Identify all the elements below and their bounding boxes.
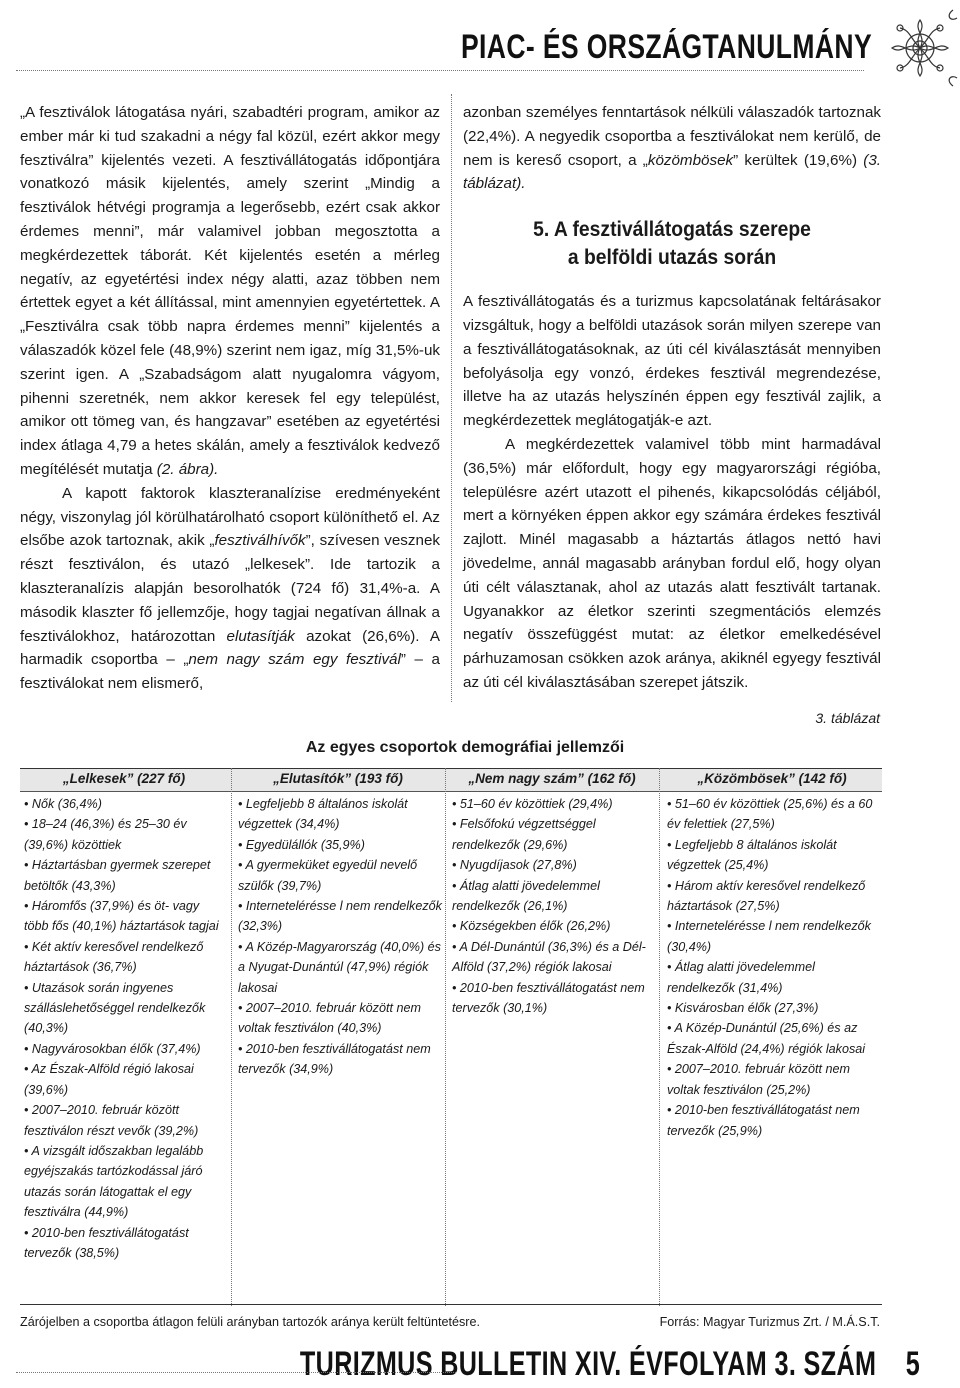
list-item: • 2010-ben fesztivállátogatást nem tervezők (34,9%) bbox=[238, 1041, 431, 1077]
column-header-elutasitok: „Elutasítók” (193 fő) bbox=[273, 771, 403, 786]
list-item: • A vizsgált időszakban legalább egyéjszakás tartózkodással járó utazás során látogattak el egy fesztiválra (44,9%) bbox=[24, 1143, 204, 1220]
list-item: • Az Észak-Alföld régió lakosai (39,6%) bbox=[24, 1062, 194, 1097]
list-item: • A Közép-Dunántúl (25,6%) és az Észak-Alföld (24,4%) régiók lakosai bbox=[667, 1021, 866, 1056]
list-item: • Legfeljebb 8 általános iskolát végzettek (25,4%) bbox=[667, 837, 837, 873]
list-item: • 2007–2010. február között nem voltak fesztiválon (40,3%) bbox=[238, 1001, 421, 1036]
list-item: • Nyugdíjasok (27,8%) bbox=[452, 858, 577, 873]
table-footnote: Zárójelben a csoportba átlagon felüli arányban tartozók aránya került feltüntetésre. bbox=[20, 1315, 480, 1329]
list-item: • A gyermeküket egyedül nevelő szülők (39,7%) bbox=[238, 858, 418, 893]
list-item: • Utazások során ingyenes szálláslehetőséggel rendelkezők (40,3%) bbox=[24, 980, 206, 1036]
table-number: 3. táblázat bbox=[815, 710, 880, 726]
column-header-kozombosek: „Közömbösek” (142 fő) bbox=[697, 771, 847, 786]
left-paragraph-1: „A fesztiválok látogatása nyári, szabadtéri program, amikor az ember már ki tud szakadni a négy fal közül, ezért akkor megy fesztiválra” kijelentés vezeti. A fesztivállátogatás időpontjára vonatkozó másik kijelentés, amely szerint „Mindig a fesztiválok hétvégi programja a legerősebb, ezért csak akkor érdemes menni”, már valamivel jobban megosztotta a megkérdezettek táborát. Két kijelentés esetén a mérleg negatív, az egyetértési index négy alatti, azaz többen nem értettek egyet a két állítással, mint amennyien egyetértettek. A „Fesztiválra csak több napra érdemes menni” kijelentés a válaszadók közel fele (48,9%) szerint nem igaz, míg 31,5%-uk szerint igen. A „Szabadságom alatt nyugalomra vágyom, pihenni szeretnék, nem akkor keresek fel egy települést, amikor ott tömeg van, és hangzavar” esetében az egyetértési index átlaga 4,79 a hetes skálán, amely a fesztiválok kedvező megítélését mutatja (2. ábra). bbox=[20, 104, 440, 478]
list-item: • Három aktív keresővel rendelkező háztartások (27,5%) bbox=[667, 878, 866, 914]
page-number: 5 bbox=[905, 1345, 920, 1383]
column-header-lelkesek: „Lelkesek” (227 fő) bbox=[62, 771, 186, 786]
list-item: • Internetelérésse l nem rendelkezők (32,3%) bbox=[238, 899, 442, 934]
list-item: • 2010-ben fesztivállátogatást nem tervezők (25,9%) bbox=[667, 1103, 860, 1138]
table-bottom-rule bbox=[20, 1304, 882, 1305]
section-heading: 5. A fesztivállátogatás szerepe a belföldi utazás során bbox=[533, 218, 811, 270]
footer-divider bbox=[16, 1372, 456, 1373]
column-header-nem-nagy-szam: „Nem nagy szám” (162 fő) bbox=[468, 771, 636, 786]
left-paragraph-2: A kapott faktorok klaszteranalízise eredményeként négy, viszonylag jól körülhatárolható csoport különíthető el. Az elsőbe azok tartoznak, akik „fesztiválhívők”, szívesen vesznek részt fesztiválon, és utazó „lelkesek”. Ide tartozik a klaszteranalízis alapján besorolhatók (724 fő) 31,4%-a. A második klaszter fő jellemzője, hogy tagjai negatívan állnak a fesztiválokhoz, határozottan elutasítják azokat (26,6%). A harmadik csoportba – „nem nagy szám egy fesztivál” – a fesztiválokat nem elismerő, bbox=[20, 484, 440, 693]
list-item: • A Közép-Magyarország (40,0%) és a Nyugat-Dunántúl (47,9%) régiók lakosai bbox=[238, 939, 441, 995]
column-kozombosek bbox=[667, 794, 879, 1141]
list-item: • Felsőfokú végzettséggel rendelkezők (29,6%) bbox=[452, 817, 596, 852]
page-footer bbox=[300, 1345, 920, 1384]
right-paragraph-1: azonban személyes fenntartások nélküli válaszadók tartoznak (22,4%). A negyedik csoportba a fesztiválokat nem kerülő, de nem is kereső csoport, a „közömbösek” kerültek (19,6%) (3. táblázat). bbox=[463, 104, 881, 193]
list-item: • 51–60 év közöttiek (29,4%) bbox=[452, 797, 613, 811]
list-item: • A Dél-Dunántúl (36,3%) és a Dél-Alföld (37,2%) régiók lakosai bbox=[452, 939, 646, 975]
list-item: • 2007–2010. február között fesztiválon részt vevők (39,2%) bbox=[24, 1103, 199, 1138]
right-column bbox=[463, 101, 881, 695]
list-item: • Legfeljebb 8 általános iskolát végzettek (34,4%) bbox=[238, 797, 408, 832]
column-nem-nagy-szam bbox=[452, 794, 656, 1018]
list-item: • Kisvárosban élők (27,3%) bbox=[667, 1001, 819, 1016]
list-item: • Nők (36,4%) bbox=[24, 797, 102, 811]
list-item: • Átlag alatti jövedelemmel rendelkezők (26,1%) bbox=[452, 878, 600, 914]
list-item: • 18–24 (46,3%) és 25–30 év (39,6%) közöttiek bbox=[24, 817, 187, 852]
left-column bbox=[20, 101, 440, 696]
list-item: • Internetelérésse l nem rendelkezők (30,4%) bbox=[667, 919, 871, 954]
list-item: • 51–60 év közöttiek (25,6%) és a 60 év felettiek (27,5%) bbox=[667, 797, 873, 832]
list-item: • 2010-ben fesztivállátogatást nem tervezők (30,1%) bbox=[452, 980, 645, 1016]
list-item: • Községekben élők (26,2%) bbox=[452, 919, 611, 934]
table-title: Az egyes csoportok demográfiai jellemzői bbox=[305, 739, 625, 756]
list-item: • 2010-ben fesztivállátogatást tervezők (38,5%) bbox=[24, 1225, 189, 1260]
table-column-separator bbox=[659, 768, 660, 1306]
right-paragraph-2: A fesztivállátogatás és a turizmus kapcsolatának feltárásakor vizsgáltuk, hogy a belföldi utazások során milyen szerepe van a fesztivállátogatásoknak, az úti cél kiválasztását mennyiben befolyásolja egy vonzó, érdekes fesztivál megrendezése, illetve ha az utazás helyszínén éppen egy fesztivál zajlik, a megkérdezettek meglátogatják-e azt. bbox=[463, 293, 881, 430]
section-title: PIAC- ÉS ORSZÁGTANULMÁNY bbox=[460, 28, 872, 66]
list-item: • Átlag alatti jövedelemmel rendelkezők (31,4%) bbox=[667, 960, 815, 995]
column-lelkesek bbox=[24, 794, 224, 1263]
table-source: Forrás: Magyar Turizmus Zrt. / M.Á.S.T. bbox=[659, 1315, 880, 1329]
list-item: • Két aktív keresővel rendelkező háztartások (36,7%) bbox=[24, 939, 204, 975]
folk-ornament-icon bbox=[865, 0, 960, 95]
column-elutasitok bbox=[238, 794, 442, 1080]
table-column-separator bbox=[231, 768, 232, 1306]
list-item: • Egyedülállók (35,9%) bbox=[238, 837, 365, 852]
list-item: • Háztartásban gyermek szerepet betöltők (43,3%) bbox=[24, 858, 211, 893]
header-divider bbox=[16, 70, 864, 71]
right-paragraph-3: A megkérdezettek valamivel több mint harmadával (36,5%) már előfordult, hogy egy magyarországi régióba, településre azért utazott el pihenés, kikapcsolódás céljából, mert a környéken éppen akkor egy számára érdekes fesztivál zajlott. Minél magasabb a háztartás átlagos nettó havi jövedelme, annál magasabb arányban fordul elő, hogy olyan úti célt választanak, ahol az utazás alatt fesztivált tartanak. Ugyanakkor az életkor szerinti szegmentációs elemzés negatív összefüggést mutat: az életkor emelkedésével párhuzamosan csökken azok aránya, akiknél egyegy fesztivál az úti cél kiválasztásában szerepet játszik. bbox=[463, 435, 881, 691]
list-item: • Háromfős (37,9%) és öt- vagy több fős (40,1%) háztartások tagjai bbox=[24, 899, 219, 934]
table-column-separator bbox=[445, 768, 446, 1306]
demographics-table bbox=[20, 768, 882, 1306]
list-item: • 2007–2010. február között nem voltak fesztiválon (25,2%) bbox=[667, 1062, 850, 1097]
column-divider bbox=[451, 94, 452, 702]
list-item: • Nagyvárosokban élők (37,4%) bbox=[24, 1041, 201, 1056]
publication-title: TURIZMUS BULLETIN XIV. ÉVFOLYAM 3. SZÁM bbox=[299, 1345, 877, 1383]
